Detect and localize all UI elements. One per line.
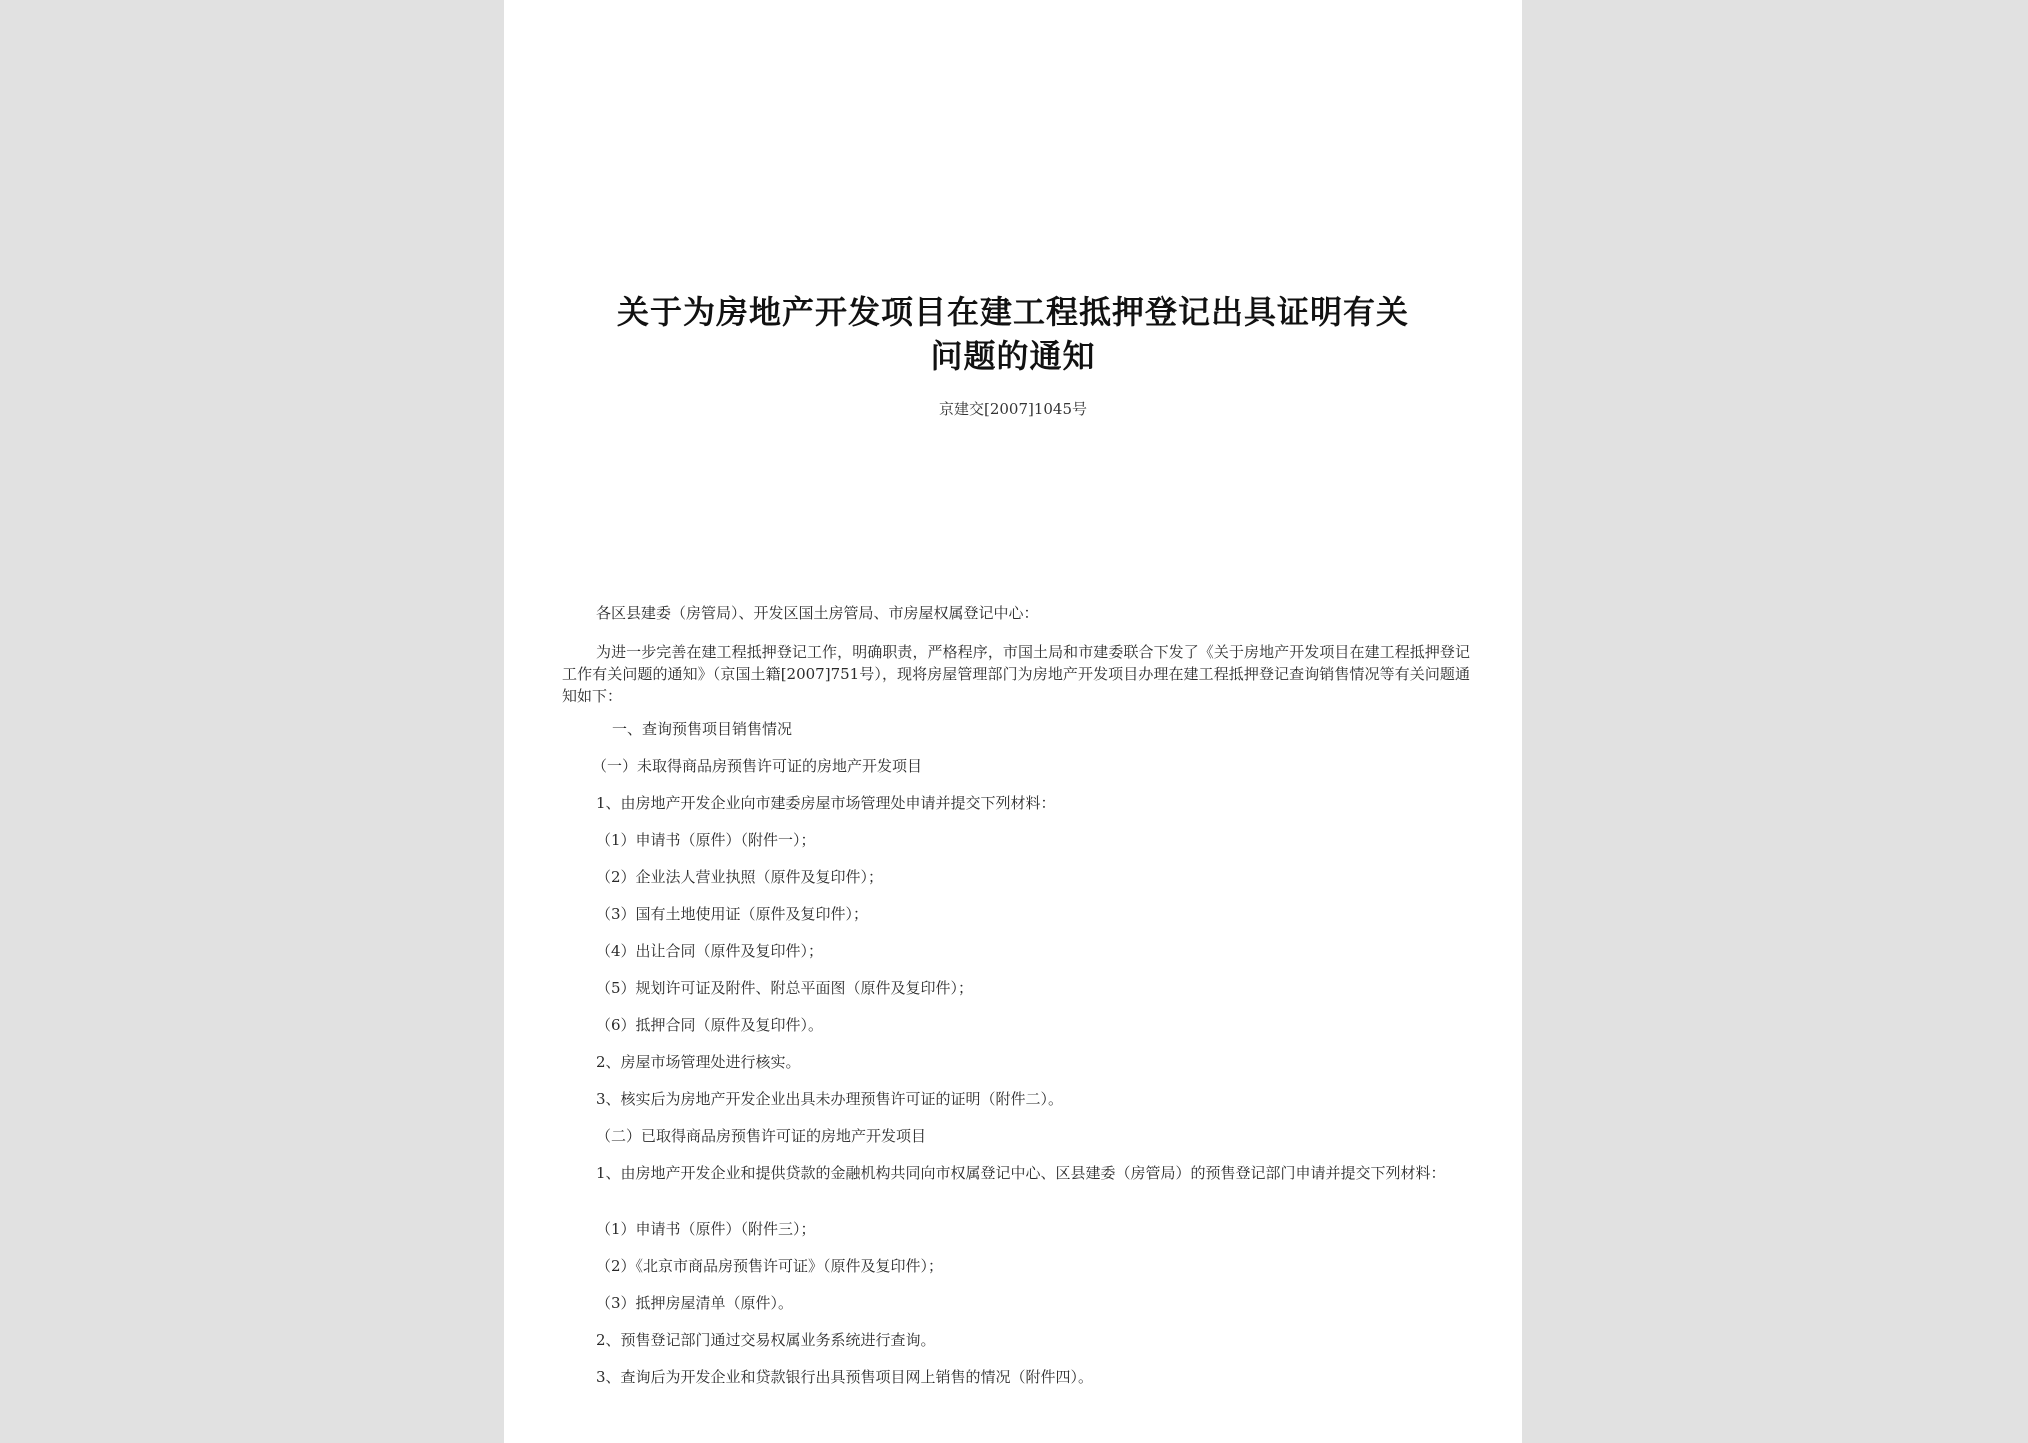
material-item: （4）出让合同（原件及复印件）； [596, 942, 824, 960]
document-number: 京建交[2007]1045号 [938, 400, 1088, 418]
material-item: （3）国有土地使用证（原件及复印件）； [596, 905, 869, 923]
material-item: （1）申请书（原件）（附件三）； [596, 1220, 816, 1238]
section-heading-1: 一、查询预售项目销售情况 [612, 720, 793, 738]
material-item: （6）抵押合同（原件及复印件）。 [596, 1016, 824, 1034]
material-item: （2）《北京市商品房预售许可证》（原件及复印件）； [596, 1257, 944, 1275]
document-title-line-1: 关于为房地产开发项目在建工程抵押登记出具证明有关 [616, 293, 1409, 331]
material-item: （3）抵押房屋清单（原件）。 [596, 1294, 794, 1312]
material-item: （1）申请书（原件）（附件一）； [596, 831, 816, 849]
list-item: 3、核实后为房地产开发企业出具未办理预售许可证的证明（附件二）。 [596, 1090, 1064, 1108]
list-item: 1、由房地产开发企业和提供贷款的金融机构共同向市权属登记中心、区县建委（房管局）的预售登记部门申请并提交下列材料： [596, 1164, 1446, 1182]
list-item: 3、查询后为开发企业和贷款银行出具预售项目网上销售的情况（附件四）。 [596, 1368, 1094, 1386]
subsection-heading-2: （二）已取得商品房预售许可证的房地产开发项目 [596, 1127, 927, 1145]
document-page [504, 0, 1522, 1443]
material-item: （5）规划许可证及附件、附总平面图（原件及复印件）； [596, 979, 974, 997]
list-item: 2、房屋市场管理处进行核实。 [596, 1053, 801, 1071]
document-title-line-2: 问题的通知 [930, 337, 1096, 375]
list-item: 2、预售登记部门通过交易权属业务系统进行查询。 [596, 1331, 936, 1349]
material-item: （2）企业法人营业执照（原件及复印件）； [596, 868, 884, 886]
intro-paragraph: 为进一步完善在建工程抵押登记工作，明确职责，严格程序，市国土局和市建委联合下发了《关于房地产开发项目在建工程抵押登记工作有关问题的通知》（京国土籍[2007]751号），现将房屋管理部门为房地产开发项目办理在建工程抵押登记查询销售情况等有关问题通知如下： [562, 643, 1470, 705]
salutation: 各区县建委（房管局）、开发区国土房管局、市房屋权属登记中心： [596, 604, 1039, 622]
list-item: 1、由房地产开发企业向市建委房屋市场管理处申请并提交下列材料： [596, 794, 1056, 812]
subsection-heading-1: （一）未取得商品房预售许可证的房地产开发项目 [592, 757, 923, 775]
